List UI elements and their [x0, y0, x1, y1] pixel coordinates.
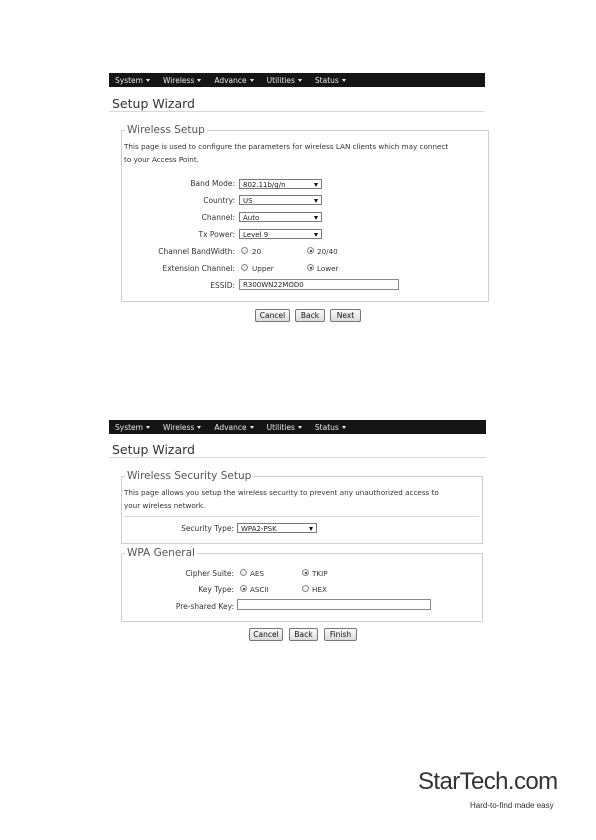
cipher-tkip-radio[interactable] [302, 569, 309, 576]
cipher-aes-label: AES [250, 569, 265, 578]
preshared-key-input[interactable] [237, 599, 431, 610]
bandwidth-20-radio[interactable] [241, 247, 248, 254]
preshared-key-label: Pre-shared Key: [175, 602, 234, 611]
extension-lower-label: Lower [317, 264, 339, 273]
extension-upper-label: Upper [252, 264, 274, 273]
menu-status[interactable]: Status [309, 76, 353, 85]
bandwidth-20-40-radio[interactable] [307, 247, 314, 254]
top-menu-bar [109, 73, 485, 87]
description-line: This page is used to configure the parameters for wireless LAN clients which may connect [124, 142, 449, 151]
fieldset-legend: Wireless Security Setup [127, 470, 252, 482]
menu-advance[interactable]: Advance [208, 76, 260, 85]
country-label: Country: [203, 196, 235, 205]
essid-input[interactable]: R300WN22MOD0 [239, 279, 399, 290]
fieldset-legend: Wireless Setup [127, 124, 205, 136]
wireless-security-screenshot [109, 420, 486, 649]
key-ascii-radio[interactable] [240, 585, 247, 592]
country-select[interactable]: US [239, 195, 322, 205]
dropdown-arrow-icon [314, 199, 318, 203]
page-title: Setup Wizard [112, 442, 195, 457]
bandwidth-20-40-label: 20/40 [317, 247, 338, 256]
cancel-button[interactable]: Cancel [249, 628, 283, 641]
brand-tagline: Hard-to-find made easy [470, 801, 554, 810]
menu-utilities[interactable]: Utilities [261, 76, 309, 85]
essid-label: ESSID: [210, 281, 235, 290]
menu-system[interactable]: System [109, 423, 157, 432]
cipher-aes-radio[interactable] [240, 569, 247, 576]
page-title: Setup Wizard [112, 96, 195, 111]
menu-system[interactable]: System [109, 76, 157, 85]
next-button[interactable]: Next [330, 309, 361, 322]
fieldset-legend: WPA General [127, 547, 195, 559]
description-line: to your Access Point. [124, 155, 199, 164]
security-type-label: Security Type: [181, 524, 234, 533]
menu-utilities[interactable]: Utilities [261, 423, 309, 432]
key-type-label: Key Type: [198, 585, 234, 594]
cipher-tkip-label: TKIP [312, 569, 328, 578]
dropdown-arrow-icon [314, 216, 318, 220]
chevron-down-icon [298, 426, 302, 429]
extension-upper-radio[interactable] [241, 264, 248, 271]
title-divider [109, 457, 486, 458]
band-mode-label: Band Mode: [190, 179, 235, 188]
tx-power-select[interactable]: Level 9 [239, 229, 322, 239]
chevron-down-icon [197, 426, 201, 429]
section-divider [123, 516, 479, 517]
channel-select[interactable]: Auto [239, 212, 322, 222]
brand-wordmark: StarTech.com [418, 768, 558, 795]
key-ascii-label: ASCII [250, 585, 269, 594]
dropdown-arrow-icon [309, 527, 313, 531]
chevron-down-icon [197, 79, 201, 82]
cancel-button[interactable]: Cancel [255, 309, 290, 322]
menu-advance[interactable]: Advance [208, 423, 260, 432]
wireless-setup-screenshot [109, 73, 485, 325]
band-mode-select[interactable]: 802.11b/g/n [239, 179, 322, 189]
back-button[interactable]: Back [295, 309, 325, 322]
title-divider [109, 111, 485, 112]
chevron-down-icon [342, 426, 346, 429]
back-button[interactable]: Back [289, 628, 318, 641]
startech-logo [418, 768, 558, 810]
key-hex-label: HEX [312, 585, 327, 594]
extension-channel-label: Extension Channel: [162, 264, 235, 273]
dropdown-arrow-icon [314, 233, 318, 237]
menu-status[interactable]: Status [309, 423, 353, 432]
bandwidth-20-label: 20 [252, 247, 262, 256]
finish-button[interactable]: Finish [324, 628, 357, 641]
tx-power-label: Tx Power: [198, 230, 235, 239]
menu-wireless[interactable]: Wireless [157, 76, 208, 85]
dropdown-arrow-icon [314, 183, 318, 187]
chevron-down-icon [146, 426, 150, 429]
security-type-select[interactable]: WPA2-PSK [237, 523, 317, 533]
key-hex-radio[interactable] [302, 585, 309, 592]
chevron-down-icon [146, 79, 150, 82]
description-line: This page allows you setup the wireless security to prevent any unauthorized access to [124, 488, 439, 497]
chevron-down-icon [250, 426, 254, 429]
extension-lower-radio[interactable] [307, 264, 314, 271]
channel-bandwidth-label: Channel BandWidth: [158, 247, 235, 256]
chevron-down-icon [298, 79, 302, 82]
channel-label: Channel: [201, 213, 235, 222]
menu-wireless[interactable]: Wireless [157, 423, 208, 432]
top-menu-bar [109, 420, 486, 434]
chevron-down-icon [250, 79, 254, 82]
description-line: your wireless network. [124, 501, 206, 510]
cipher-suite-label: Cipher Suite: [185, 569, 234, 578]
chevron-down-icon [342, 79, 346, 82]
